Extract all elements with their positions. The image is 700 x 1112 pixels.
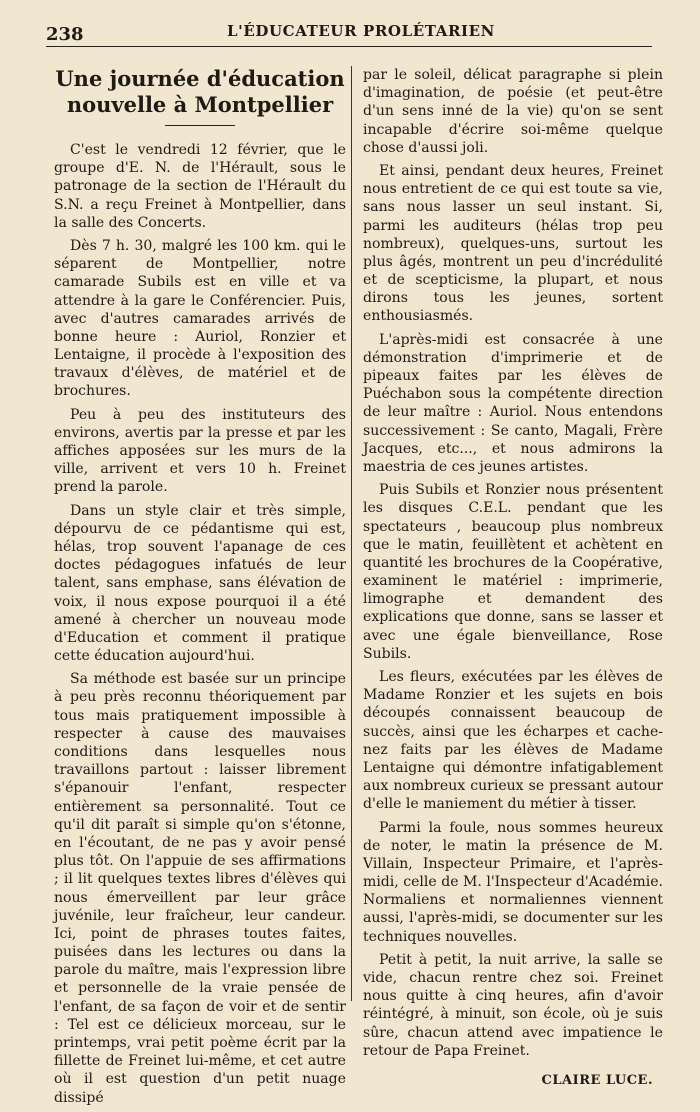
paragraph: Peu à peu des instituteurs des environs, avertis par la presse et par les affiches apposées sur les murs de la ville, arrivent et vers 10 h. Freinet prend la parole. [54,406,346,496]
paragraph-continued: par le soleil, délicat paragraphe si plein d'imagination, de poésie (et peut-être d'un sens inné de la vie) qu'on se sent incapable d'écrire soi-même quelque chose d'aussi joli. [363,67,663,156]
paragraph: Puis Subils et Ronzier nous présentent les disques C.E.L. pendant que les spectateurs , beaucoup plus nombreux que le matin, feuillètent et achètent en quantité les brochures de la Coopérative, examinent le matériel : imprimerie, limographe et demandent des explications que donne, sans se lasser et avec une égale bienveillance, Rose Subils. [363,482,663,662]
paragraph: Dès 7 h. 30, malgré les 100 km. qui le séparent de Montpellier, notre camarade Subils est en ville et va attendre à la gare le Conférencier. Puis, avec d'autres camarades arrivés de bonne heure : Auriol, Ronzier et Lentaigne, il procède à l'exposition des travaux d'élèves, de matériel et de brochures. [54,237,346,400]
right-column [363,66,663,1090]
paragraph: L'après-midi est consacrée à une démonstration d'imprimerie et de pipeaux faites par les élèves de Puéchabon sous la compétente direction de leur maître : Auriol. Nous entendons successivement : Se canto, Magali, Frère Jacques, etc..., et nous admirons la maestria de ces jeunes artistes. [363,331,663,475]
column-divider [351,66,352,1001]
title-rule [165,125,235,126]
page-number: 238 [46,24,84,45]
article-title-line-2: nouvelle à Montpellier [66,92,334,117]
paragraph: Petit à petit, la nuit arrive, la salle se vide, chacun rentre chez soi. Freinet nous quitte à cinq heures, afin d'avoir réintégré, à minuit, son école, où je suis sûre, chacun attend avec impatience le retour de Papa Freinet. [363,951,663,1059]
paragraph: Dans un style clair et très simple, dépourvu de ce pédantisme qui est, hélas, trop souvent l'apanage de ces doctes pédagogues infatués de leur talent, sans emphase, sans élévation de voix, il nous expose pourquoi il a été amené à chercher un nouveau mode d'Education et comment il pratique cette éducation aujourd'hui. [54,502,346,665]
paragraph: Les fleurs, exécutées par les élèves de Madame Ronzier et les sujets en bois découpés connaissent beaucoup de succès, ainsi que les écharpes et cache-nez faits par les élèves de Madame Lentaigne qui démontre infatigablement aux nombreux curieux se pressant autour d'elle le maniement du métier à tisser. [363,669,663,813]
author-signature: CLAIRE LUCE. [541,1072,653,1088]
paragraph: Sa méthode est basée sur un principe à peu près reconnu théoriquement par tous mais pratiquement impossible à respecter à cause des mauvaises conditions dans lesquelles nous travaillons partout : laisser librement s'épanouir l'enfant, respecter entièrement sa personnalité. Tout ce qu'il dit paraît si simple qu'on s'étonne, en l'écoutant, de ne pas y avoir pensé plus tôt. On l'appuie de ses affirmations ; il lit quelques textes libres d'élèves qui nous émerveillent par leur grâce juvénile, leur fraîcheur, leur candeur. Ici, point de phrases toutes faites, puisées dans les lectures ou dans la parole du maître, mais l'expression libre et personnelle de la vraie pensée de l'enfant, de sa façon de voir et de sentir : Tel est ce délicieux morceau, sur le printemps, vrai petit poème écrit par la fillette de Freinet lui-même, et cet autre où il est question d'un petit nuage dissipé [54,671,346,1106]
paragraph: Et ainsi, pendant deux heures, Freinet nous entretient de ce qui est toute sa vie, sans nous lasser un seul instant. Si, parmi les auditeurs (hélas trop peu nombreux), quelques-uns, surtout les plus âgés, montrent un peu d'incrédulité et de scepticisme, la plupart, et nous dirons tous les jeunes, sortent enthousiasmés. [363,162,663,325]
left-column [54,66,346,1112]
page-header [46,20,652,47]
paragraph: Parmi la foule, nous sommes heureux de noter, le matin la présence de M. Villain, Inspecteur Primaire, et l'après-midi, celle de M. l'Inspecteur d'Académie. Normaliens et normaliennes viennent aussi, l'après-midi, se documenter sur les techniques nouvelles. [363,819,663,945]
article-title [54,66,346,118]
paragraph: C'est le vendredi 12 février, que le groupe d'E. N. de l'Hérault, sous le patronage de la section de l'Hérault du S.N. a reçu Freinet à Montpellier, dans la salle des Concerts. [54,142,346,231]
article-title-line-1: Une journée d'éducation [55,66,345,91]
journal-title: L'ÉDUCATEUR PROLÉTARIEN [227,22,495,40]
